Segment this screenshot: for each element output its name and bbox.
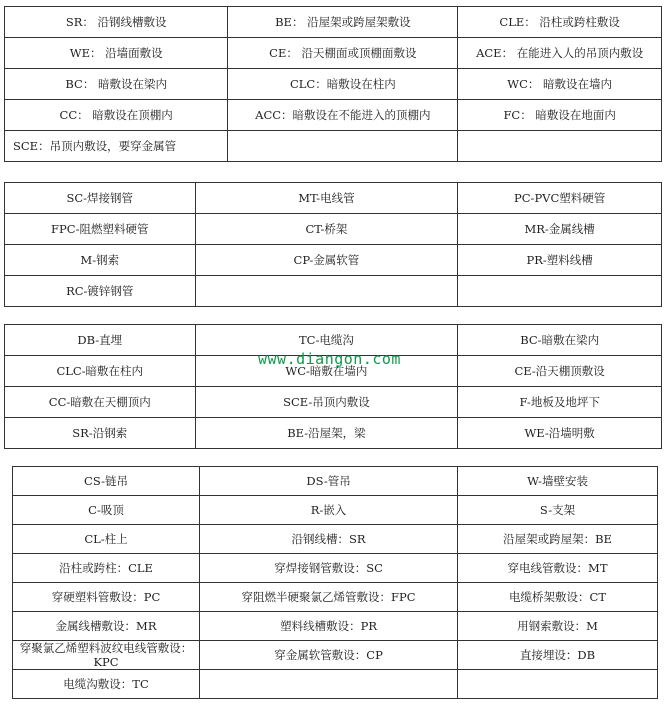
watermark-text: www.diangon.com	[258, 350, 401, 368]
table-cell: 塑料线槽敷设：PR	[200, 612, 458, 641]
table-cell: WC-暗敷在墙内	[195, 356, 458, 387]
table-cell: BE： 沿屋架或跨屋架敷设	[228, 7, 458, 38]
table-cell: S-支架	[458, 496, 658, 525]
table-row	[5, 131, 662, 162]
table-cell: M-钢索	[5, 245, 196, 276]
table-row	[13, 641, 658, 670]
table-cell: CC-暗敷在天棚顶内	[5, 387, 196, 418]
table-cell: 金属线槽敷设：MR	[13, 612, 200, 641]
table-cell: CS-链吊	[13, 467, 200, 496]
table-cell: ACC：暗敷设在不能进入的顶棚内	[228, 100, 458, 131]
table-row	[13, 583, 658, 612]
table-cell: 穿金属软管敷设：CP	[200, 641, 458, 670]
table-cell: PR-塑料线槽	[458, 245, 662, 276]
table-cell: PC-PVC塑料硬管	[458, 183, 662, 214]
table-cell: BE-沿屋架，梁	[195, 418, 458, 449]
table-cell	[195, 276, 458, 307]
table-cell: BC： 暗敷设在梁内	[5, 69, 228, 100]
table-cell	[458, 131, 662, 162]
table-cell: 电缆沟敷设：TC	[13, 670, 200, 699]
table-cell: 电缆桥架敷设：CT	[458, 583, 658, 612]
table-cell: C-吸顶	[13, 496, 200, 525]
table-row	[13, 612, 658, 641]
table-row	[5, 100, 662, 131]
table-row	[13, 525, 658, 554]
table-cell: WE-沿墙明敷	[458, 418, 662, 449]
table-row	[5, 418, 662, 449]
table-row	[5, 38, 662, 69]
table-row	[13, 670, 658, 699]
table-cell: CE-沿天棚顶敷设	[458, 356, 662, 387]
table-cell: CP-金属软管	[195, 245, 458, 276]
table-cell: MR-金属线槽	[458, 214, 662, 245]
installation-method-table	[12, 466, 658, 699]
table-cell	[200, 670, 458, 699]
table-cell: DS-管吊	[200, 467, 458, 496]
table-cell: WC： 暗敷设在墙内	[458, 69, 662, 100]
table-cell: SR： 沿钢线槽敷设	[5, 7, 228, 38]
table-cell: 穿电线管敷设：MT	[458, 554, 658, 583]
table-cell: SCE：吊顶内敷设，要穿金属管	[5, 131, 228, 162]
table-row	[5, 69, 662, 100]
table-cell: F-地板及地坪下	[458, 387, 662, 418]
wiring-method-table-1	[4, 6, 662, 162]
table-cell: SCE-吊顶内敷设	[195, 387, 458, 418]
table-cell: CL-柱上	[13, 525, 200, 554]
table-cell: SR-沿钢索	[5, 418, 196, 449]
table-cell: 穿阻燃半硬聚氯乙烯管敷设：FPC	[200, 583, 458, 612]
table-cell: FPC-阻燃塑料硬管	[5, 214, 196, 245]
table-cell: FC： 暗敷设在地面内	[458, 100, 662, 131]
table-cell: 穿焊接钢管敷设：SC	[200, 554, 458, 583]
table-cell	[228, 131, 458, 162]
table-cell: ACE： 在能进入人的吊顶内敷设	[458, 38, 662, 69]
table-cell: W-墙壁安装	[458, 467, 658, 496]
table-row	[13, 554, 658, 583]
table-cell: TC-电缆沟	[195, 325, 458, 356]
table-cell: DB-直埋	[5, 325, 196, 356]
table-row	[13, 467, 658, 496]
table-row	[13, 496, 658, 525]
table-cell: 沿屋架或跨屋架：BE	[458, 525, 658, 554]
table-cell: RC-镀锌钢管	[5, 276, 196, 307]
table-cell: BC-暗敷在梁内	[458, 325, 662, 356]
table-cell: CLE： 沿柱或跨柱敷设	[458, 7, 662, 38]
laying-method-table	[4, 324, 662, 449]
table-cell: 沿柱或跨柱：CLE	[13, 554, 200, 583]
table-cell: CLC-暗敷在柱内	[5, 356, 196, 387]
table-cell: SC-焊接钢管	[5, 183, 196, 214]
table-cell	[458, 276, 662, 307]
table-cell: 直接埋设：DB	[458, 641, 658, 670]
table-cell: 穿聚氯乙烯塑料波纹电线管敷设：KPC	[13, 641, 200, 670]
table-cell: CC： 暗敷设在顶棚内	[5, 100, 228, 131]
table-cell: CLC：暗敷设在柱内	[228, 69, 458, 100]
table-cell: CT-桥架	[195, 214, 458, 245]
table-cell: 沿钢线槽：SR	[200, 525, 458, 554]
table-cell: CE： 沿天棚面或顶棚面敷设	[228, 38, 458, 69]
table-row	[5, 245, 662, 276]
table-row	[5, 7, 662, 38]
table-row	[5, 387, 662, 418]
table-row	[5, 214, 662, 245]
table-row	[5, 183, 662, 214]
table-cell: WE： 沿墙面敷设	[5, 38, 228, 69]
table-cell: 用钢索敷设：M	[458, 612, 658, 641]
table-cell: R-嵌入	[200, 496, 458, 525]
table-cell	[458, 670, 658, 699]
table-cell: MT-电线管	[195, 183, 458, 214]
table-row	[5, 276, 662, 307]
conduit-type-table	[4, 182, 662, 307]
table-cell: 穿硬塑料管敷设：PC	[13, 583, 200, 612]
